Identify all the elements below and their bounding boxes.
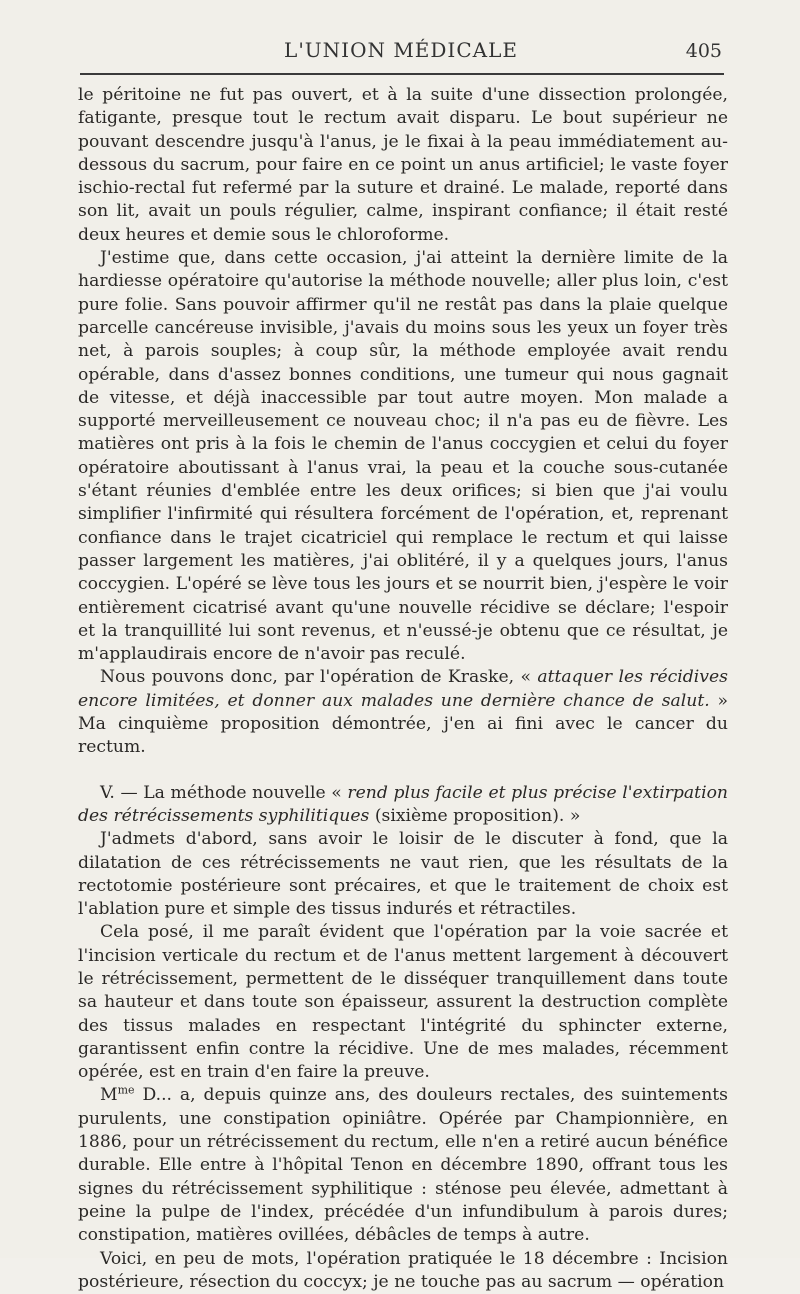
paragraph-2: J'estime que, dans cette occasion, j'ai atteint la dernière limite de la hardiesse opératoire qu'autorise la méthode nouvelle; aller plus loin, c'est pure folie. Sans pouvoir affirmer qu'il ne restât pas dans la plaie quelque parcelle cancéreuse invisible, j'avais du moins sous les yeux un foyer très net, à parois souples; à coup sûr, la méthode employée avait rendu opérable, dans d'assez bonnes conditions, une tumeur qui nous gagnait de vitesse, et déjà inaccessible par tout autre moyen. Mon malade a supporté merveilleusement ce nouveau choc; il n'a pas eu de fièvre. Les matières ont pris à la fois le chemin de l'anus coccygien et celui du foyer opératoire aboutissant à l'anus vrai, la peau et la couche sous-cutanée s'étant réunies d'emblée entre les deux orifices; si bien que j'ai voulu simplifier l'infirmité qui résultera forcément de l'opération, et, reprenant confiance dans le trajet cicatriciel qui remplace le rectum et qui laisse passer largement les matières, j'ai oblitéré, il y a quelques jours, l'anus coccygien. L'opéré se lève tous les jours et se nourrit bien, j'espère le voir entièrement cicatrisé avant qu'une nouvelle récidive se déclare; l'espoir et la tranquillité lui sont revenus, et n'eussé-je obtenu que ce résultat, je m'applaudirais encore de n'avoir pas reculé. [78, 248, 728, 665]
body-text [78, 84, 728, 1294]
page-header [80, 34, 722, 72]
paragraph-3-end: » Ma cinquième proposition démontrée, j'en ai fini avec le cancer du rectum. [78, 690, 728, 758]
section-v-end: (sixième proposition). » [369, 805, 581, 826]
paragraph-3-emphasis: attaquer les récidives encore limitées, et donner aux malades une dernière chance de salut. [78, 667, 728, 711]
section-v-emphasis: rend plus facile et plus précise l'extirpation des rétrécissements syphilitiques [78, 782, 729, 826]
header-rule [80, 73, 724, 75]
paragraph-6: Cela posé, il me paraît évident que l'opération par la voie sacrée et l'incision verticale du rectum et de l'anus mettent largement à découvert le rétrécissement, permettent de le disséquer tranquillement dans toute sa hauteur et dans toute son épaisseur, assurent la destruction complète des tissus malades en respectant l'intégrité du sphincter externe, garantissent enfin contre la récidive. Une de mes malades, récemment opérée, est en train d'en faire la preuve. [78, 922, 728, 1083]
paragraph-7-rest: D... a, depuis quinze ans, des douleurs rectales, des suintements purulents, une constipation opiniâtre. Opérée par Championnière, en 1886, pour un rétrécissement du rectum, elle n'en a retiré aucun bénéfice durable. Elle entre à l'hôpital Tenon en décembre 1890, offrant tous les signes du rétrécissement syphilitique : sténose peu élevée, admettant à peine la pulpe de l'index, précédée d'un infundibulum à parois dures; constipation, matières ovillées, débâcles de temps à autre. [78, 1085, 728, 1246]
paragraph-7-title: M [100, 1085, 118, 1106]
paragraph-1: le péritoine ne fut pas ouvert, et à la suite d'une dissection prolongée, fatigante, presque tout le rectum avait disparu. Le bout supérieur ne pouvant descendre jusqu'à l'anus, je le fixai à la peau immédiatement au-dessous du sacrum, pour faire en ce point un anus artificiel; le vaste foyer ischio-rectal fut refermé par la suture et drainé. Le malade, reporté dans son lit, avait un pouls régulier, calme, inspirant confiance; il était resté deux heures et demie sous le chloroforme. [78, 85, 728, 245]
section-v-start: V. — La méthode nouvelle « [100, 782, 348, 803]
paragraph-7 [78, 1084, 728, 1247]
paragraph-3-start: Nous pouvons donc, par l'opération de Kraske, « [100, 667, 538, 688]
running-title: L'UNION MÉDICALE [284, 38, 518, 62]
paragraph-7-superscript: me [117, 1083, 135, 1097]
paragraph-5: J'admets d'abord, sans avoir le loisir de le discuter à fond, que la dilatation de ces rétrécissements ne vaut rien, que les résultats de la rectotomie postérieure sont précaires, et que le traitement de choix est l'ablation pure et simple des tissus indurés et rétractiles. [78, 829, 728, 920]
paragraph-3 [78, 666, 728, 759]
page-number: 405 [685, 40, 722, 62]
paragraph-8: Voici, en peu de mots, l'opération pratiquée le 18 décembre : Incision postérieure, résection du coccyx; je ne touche pas au sacrum — opération [78, 1248, 728, 1292]
section-v-heading [78, 782, 728, 829]
